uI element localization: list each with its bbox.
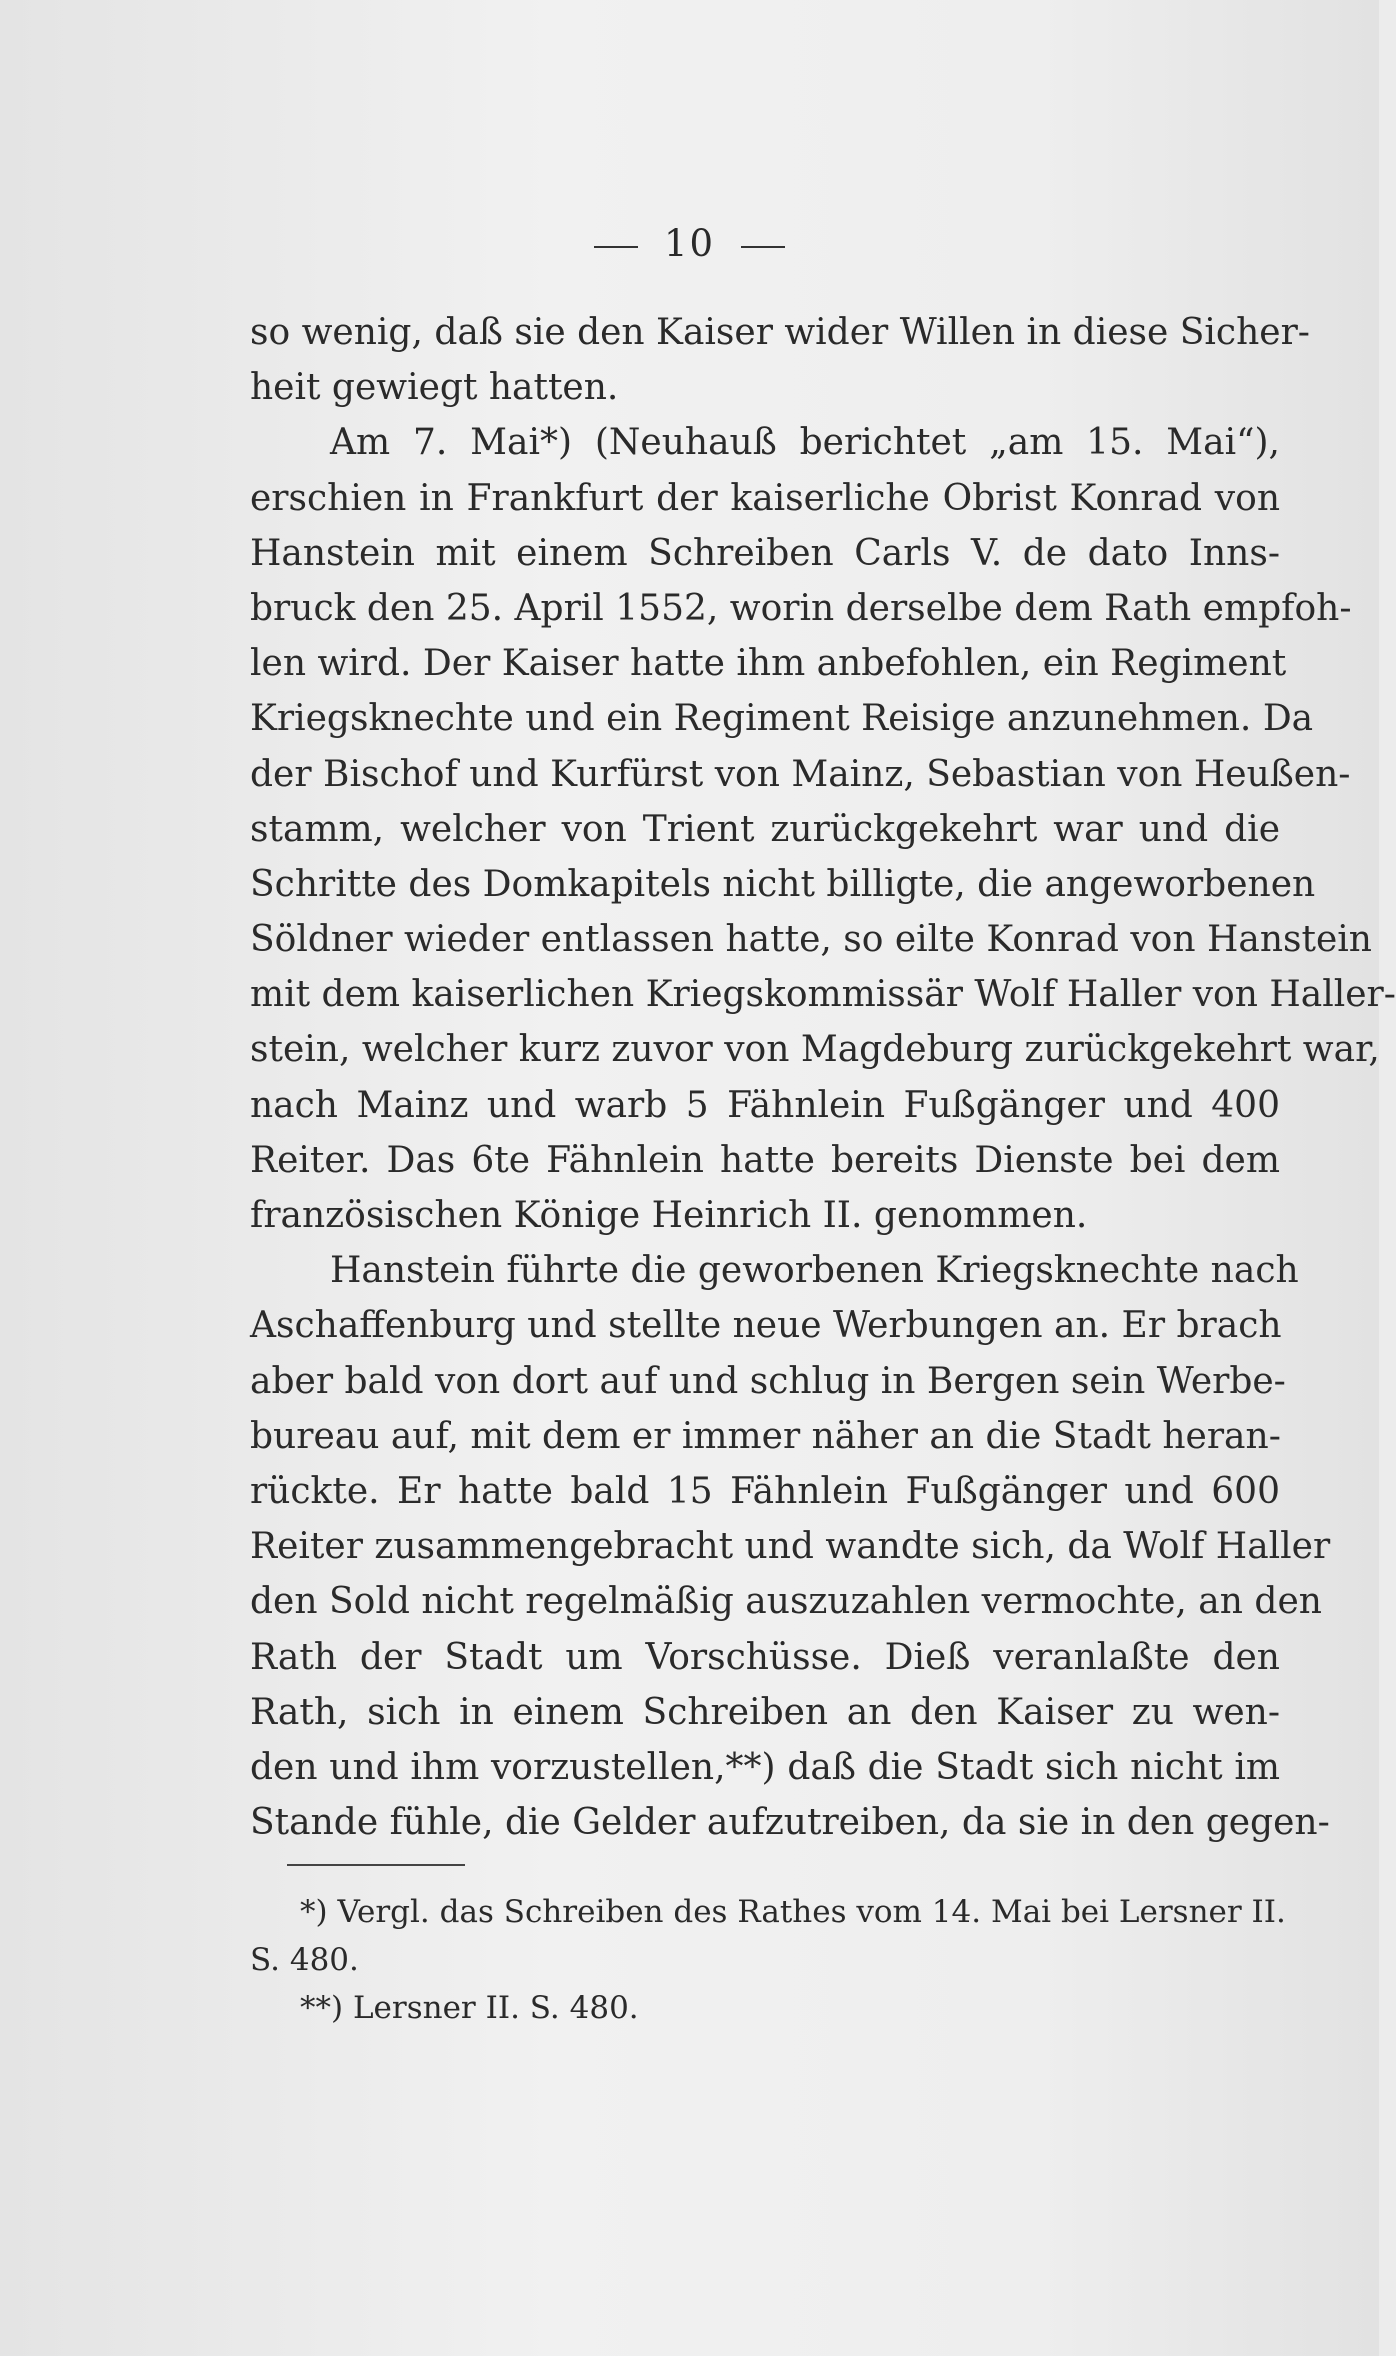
text-line: Söldner wieder entlassen hatte, so eilte Konrad von Hanstein <box>250 919 1372 961</box>
header-dash-right <box>741 246 785 248</box>
text-line: rückte. Er hatte bald 15 Fähnlein Fußgänger und 600 <box>250 1470 1280 1512</box>
text-line: Aschaffenburg und stellte neue Werbungen an. Er brach <box>250 1305 1282 1347</box>
text-line: stein, welcher kurz zuvor von Magdeburg zurückgekehrt war, <box>250 1029 1380 1071</box>
text-line: Kriegsknechte und ein Regiment Reisige anzunehmen. Da <box>250 698 1314 740</box>
header-dash-left <box>594 246 638 248</box>
footnote-separator <box>287 1864 465 1866</box>
footnote-line: S. 480. <box>250 1942 359 1978</box>
text-line: den und ihm vorzustellen,**) daß die Stadt sich nicht im <box>250 1746 1280 1788</box>
text-line: Am 7. Mai*) (Neuhauß berichtet „am 15. Mai“), <box>330 422 1280 464</box>
text-line: bruck den 25. April 1552, worin derselbe dem Rath empfoh- <box>250 587 1352 629</box>
text-line: aber bald von dort auf und schlug in Bergen sein Werbe- <box>250 1360 1286 1402</box>
text-line: so wenig, daß sie den Kaiser wider Willen in diese Sicher- <box>250 312 1310 353</box>
text-line: erschien in Frankfurt der kaiserliche Obrist Konrad von <box>250 477 1280 519</box>
text-line: den Sold nicht regelmäßig auszuzahlen vermochte, an den <box>250 1581 1322 1623</box>
text-line: französischen Könige Heinrich II. genommen. <box>250 1195 1088 1236</box>
text-line: Schritte des Domkapitels nicht billigte, die angeworbenen <box>250 863 1316 905</box>
body-text <box>250 305 1396 1850</box>
text-line: bureau auf, mit dem er immer näher an die Stadt heran- <box>250 1415 1281 1457</box>
page-number: 10 <box>663 222 716 265</box>
text-line: Rath der Stadt um Vorschüsse. Dieß veranlaßte den <box>250 1636 1280 1678</box>
text-line: Reiter. Das 6te Fähnlein hatte bereits Dienste bei dem <box>250 1139 1280 1181</box>
page-header <box>0 222 1379 265</box>
footnote-line: **) Lersner II. S. 480. <box>300 1990 639 2026</box>
text-line: der Bischof und Kurfürst von Mainz, Sebastian von Heußen- <box>250 753 1351 795</box>
text-line: Reiter zusammengebracht und wandte sich, da Wolf Haller <box>250 1526 1331 1568</box>
text-line: nach Mainz und warb 5 Fähnlein Fußgänger und 400 <box>250 1084 1280 1126</box>
text-line: mit dem kaiserlichen Kriegskommissär Wolf Haller von Haller- <box>250 974 1396 1016</box>
text-line: heit gewiegt hatten. <box>250 367 619 409</box>
text-line: stamm, welcher von Trient zurückgekehrt war und die <box>250 808 1280 850</box>
footnote-line: *) Vergl. das Schreiben des Rathes vom 14. Mai bei Lersner II. <box>300 1894 1286 1930</box>
text-line: Stande fühle, die Gelder aufzutreiben, da sie in den gegen- <box>250 1802 1330 1844</box>
text-line: Hanstein mit einem Schreiben Carls V. de dato Inns- <box>250 532 1280 574</box>
footnotes <box>250 1888 1286 2032</box>
text-line: Hanstein führte die geworbenen Kriegsknechte nach <box>330 1250 1299 1292</box>
text-line: Rath, sich in einem Schreiben an den Kaiser zu wen- <box>250 1691 1280 1733</box>
text-line: len wird. Der Kaiser hatte ihm anbefohlen, ein Regiment <box>250 643 1287 685</box>
